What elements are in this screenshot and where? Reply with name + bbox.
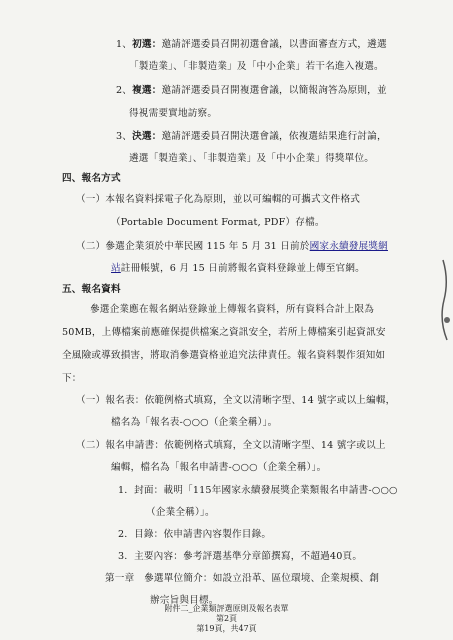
s5-para-line2: 50MB，上傳檔案前應確保提供檔案之資訊安全，若所上傳檔案引起資訊安 xyxy=(62,327,386,338)
s5-para-line1: 參選企業應在報名網站登錄並上傳報名資料，所有資料合計上限為 xyxy=(90,304,375,315)
item-2-line1: 2、複選：邀請評選委員召開複選會議，以簡報詢答為原則，並 xyxy=(116,85,387,96)
s5-para-line4: 下： xyxy=(62,373,82,384)
footer-page-total: 第19頁，共47頁 xyxy=(196,624,257,633)
footer-page-local: 第2頁 xyxy=(215,614,238,623)
s4-item1-line2: （Portable Document Format, PDF）存檔。 xyxy=(111,217,325,228)
section-5-heading: 五、報名資料 xyxy=(62,284,121,295)
s5-para-line3: 全風險或導致損害，將取消參選資格並追究法律責任。報名資料製作須知如 xyxy=(62,350,386,361)
footer-title: 附件二_企業類評選原則及報名表單 xyxy=(164,604,289,613)
chapter-1-line1: 第一章 參選單位簡介：如設立沿革、區位環境、企業規模、創 xyxy=(105,573,380,584)
award-website-link-cont[interactable]: 站 xyxy=(111,263,121,274)
s4-item2-line1: （二）參選企業須於中華民國 115 年 5 月 31 日前於國家永續發展獎網 xyxy=(76,241,388,252)
binding-mark-icon xyxy=(441,250,453,360)
sub-3-line1: 3. 主要內容：參考評選基準分章節撰寫，不超過40頁。 xyxy=(118,551,363,562)
s5-item1-line1: （一）報名表：依範例格式填寫，全文以清晰字型、14 號字或以上編輯， xyxy=(76,395,396,406)
item-3-line2: 遴選「製造業」、「非製造業」及「中小企業」得獎單位。 xyxy=(129,153,375,164)
item-1-line2: 「製造業」、「非製造業」及「中小企業」若干名進入複選。 xyxy=(129,61,384,72)
item-3-line1: 3、決選：邀請評選委員召開決選會議，依複選結果進行討論， xyxy=(116,131,387,142)
sub-1-line2: （企業全稱）」。 xyxy=(146,507,215,518)
s5-item2-line2: 編輯，檔名為「報名申請書-○○○（企業全稱）」。 xyxy=(111,462,327,473)
s4-item1-line1: （一）本報名資料採電子化為原則，並以可編輯的可攜式文件格式 xyxy=(76,194,361,205)
sub-1-line1: 1. 封面：載明「115年國家永續發展獎企業類報名申請書-○○○ xyxy=(118,485,398,496)
item-1-line1: 1、初選：邀請評選委員召開初選會議，以書面審查方式，遴選 xyxy=(116,39,387,50)
chapter-1-line2: 辦宗旨與目標。 xyxy=(150,595,219,606)
sub-2-line1: 2. 目錄：依申請書內容製作目錄。 xyxy=(118,529,272,540)
s5-item2-line1: （二）報名申請書：依範例格式填寫，全文以清晰字型、14 號字或以上 xyxy=(76,440,386,451)
award-website-link[interactable]: 國家永續發展獎網 xyxy=(309,241,388,252)
s4-item2-line2: 站註冊帳號，6 月 15 日前將報名資料登錄並上傳至官網。 xyxy=(111,263,365,274)
section-4-heading: 四、報名方式 xyxy=(62,173,121,184)
s5-item1-line2: 檔名為「報名表-○○○（企業全稱）」。 xyxy=(111,417,278,428)
item-2-line2: 得視需要實地訪察。 xyxy=(129,108,218,119)
